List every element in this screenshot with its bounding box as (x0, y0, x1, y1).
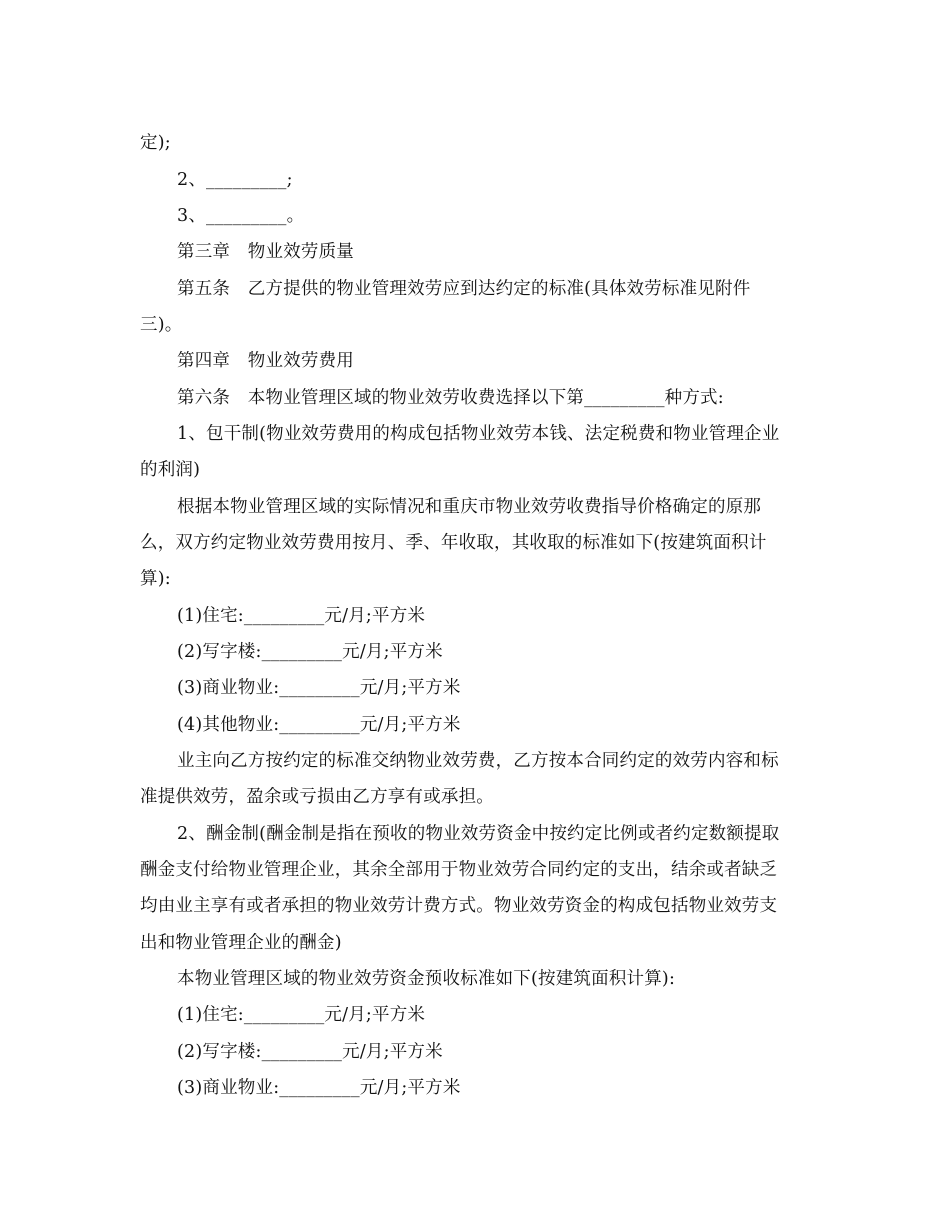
text-line: 第五条 乙方提供的物业管理效劳应到达约定的标准(具体效劳标准见附件 (177, 279, 751, 299)
text-line: (3)商业物业:_________元/月;平方米 (177, 678, 461, 698)
text-line: 本物业管理区域的物业效劳资金预收标准如下(按建筑面积计算): (177, 969, 676, 989)
text-line: 业主向乙方按约定的标准交纳物业效劳费，乙方按本合同约定的效劳内容和标 (177, 751, 779, 771)
text-line: 2、_________; (177, 170, 293, 190)
text-line: 三)。 (140, 315, 183, 335)
text-line: (1)住宅:_________元/月;平方米 (177, 1005, 426, 1025)
text-line: 么，双方约定物业效劳费用按月、季、年收取，其收取的标准如下(按建筑面积计 (140, 533, 767, 553)
text-line: 的利润) (140, 460, 201, 480)
text-line: 酬金支付给物业管理企业，其余全部用于物业效劳合同约定的支出，结余或者缺乏 (140, 860, 778, 880)
text-line: 2、酬金制(酬金制是指在预收的物业效劳资金中按约定比例或者约定数额提取 (177, 824, 780, 844)
text-line: (2)写字楼:_________元/月;平方米 (177, 642, 443, 662)
text-line: 根据本物业管理区域的实际情况和重庆市物业效劳收费指导价格确定的原那 (177, 497, 762, 517)
text-line: 出和物业管理企业的酬金) (140, 933, 342, 953)
text-line: 准提供效劳，盈余或亏损由乙方享有或承担。 (140, 787, 494, 807)
text-line: 3、_________。 (177, 206, 305, 226)
text-line: (3)商业物业:_________元/月;平方米 (177, 1078, 461, 1098)
text-line: 算): (140, 569, 171, 589)
chapter-heading: 第三章 物业效劳质量 (177, 242, 354, 262)
text-line: 第六条 本物业管理区域的物业效劳收费选择以下第_________种方式: (177, 388, 724, 408)
text-line: 定); (140, 133, 171, 153)
chapter-heading: 第四章 物业效劳费用 (177, 351, 354, 371)
text-line: 均由业主享有或者承担的物业效劳计费方式。物业效劳资金的构成包括物业效劳支 (140, 896, 778, 916)
text-line: (1)住宅:_________元/月;平方米 (177, 606, 426, 626)
text-line: 1、包干制(物业效劳费用的构成包括物业效劳本钱、法定税费和物业管理企业 (177, 424, 780, 444)
text-line: (4)其他物业:_________元/月;平方米 (177, 715, 461, 735)
text-line: (2)写字楼:_________元/月;平方米 (177, 1042, 443, 1062)
